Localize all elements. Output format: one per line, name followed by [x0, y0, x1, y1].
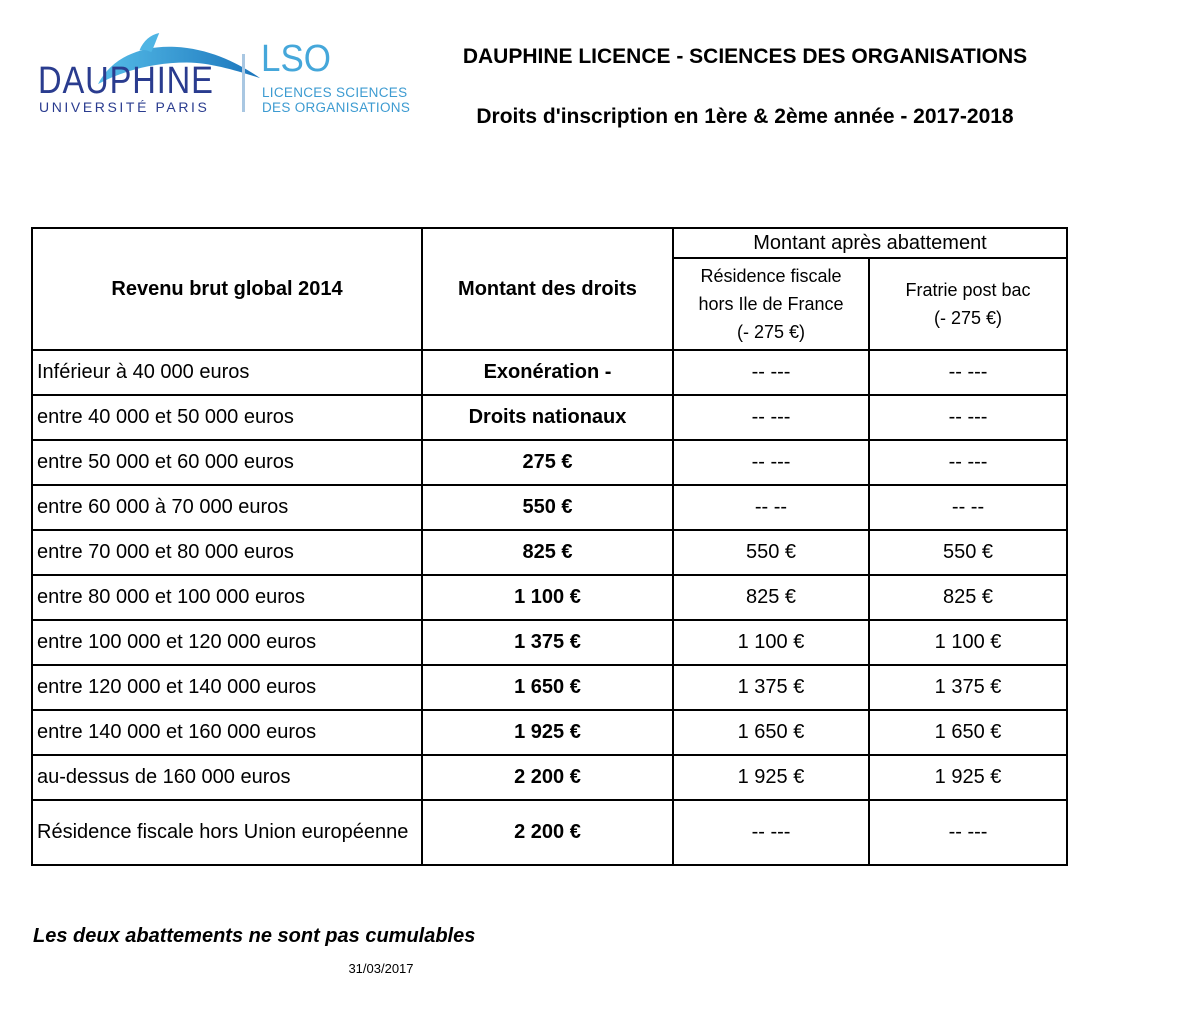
fratrie-cell: 550 € — [869, 530, 1067, 575]
droits-cell: 1 650 € — [422, 665, 673, 710]
header-residence-line3: (- 275 €) — [736, 322, 806, 342]
logo-wordmark: DAUPHINE — [38, 60, 214, 102]
revenu-cell: Inférieur à 40 000 euros — [32, 350, 422, 395]
table-row — [32, 575, 1067, 620]
table-row — [32, 485, 1067, 530]
fratrie-cell: -- --- — [869, 350, 1067, 395]
fratrie-cell: 1 650 € — [869, 710, 1067, 755]
revenu-cell: entre 140 000 et 160 000 euros — [32, 710, 422, 755]
fratrie-cell: 1 100 € — [869, 620, 1067, 665]
revenu-cell: entre 100 000 et 120 000 euros — [32, 620, 422, 665]
fratrie-cell: 1 925 € — [869, 755, 1067, 800]
residence-cell: 1 925 € — [673, 755, 869, 800]
logo-divider — [242, 54, 245, 112]
table-row — [32, 350, 1067, 395]
header-fratrie — [869, 258, 1067, 350]
revenu-cell: entre 40 000 et 50 000 euros — [32, 395, 422, 440]
table-row — [32, 395, 1067, 440]
fratrie-cell: -- -- — [869, 485, 1067, 530]
fratrie-cell: -- --- — [869, 395, 1067, 440]
droits-cell: 1 925 € — [422, 710, 673, 755]
fratrie-cell: -- --- — [869, 800, 1067, 865]
logo-lso-line2: DES ORGANISATIONS — [262, 100, 411, 115]
header-droits: Montant des droits — [422, 228, 673, 350]
header-abattement: Montant après abattement — [673, 228, 1067, 258]
fratrie-cell: 1 375 € — [869, 665, 1067, 710]
table-row — [32, 440, 1067, 485]
document-title: DAUPHINE LICENCE - SCIENCES DES ORGANISATIONS — [462, 45, 1028, 68]
logo-universite-paris: UNIVERSITÉ PARIS — [39, 99, 210, 115]
residence-cell: 1 375 € — [673, 665, 869, 710]
header-fratrie-line2: (- 275 €) — [933, 308, 1003, 328]
droits-cell: Exonération - — [422, 350, 673, 395]
revenu-cell: entre 50 000 et 60 000 euros — [32, 440, 422, 485]
droits-cell: 1 100 € — [422, 575, 673, 620]
residence-cell: 1 650 € — [673, 710, 869, 755]
dauphine-lso-logo — [38, 28, 438, 123]
logo-lso-acronym: LSO — [261, 38, 331, 80]
droits-cell: 275 € — [422, 440, 673, 485]
table-row — [32, 530, 1067, 575]
residence-cell: -- -- — [673, 485, 869, 530]
header-residence-fiscale — [673, 258, 869, 350]
logo-lso-line1: LICENCES SCIENCES — [262, 85, 408, 100]
table-row — [32, 665, 1067, 710]
revenu-cell: entre 80 000 et 100 000 euros — [32, 575, 422, 620]
cumul-note: Les deux abattements ne sont pas cumulables — [33, 925, 476, 947]
residence-cell: -- --- — [673, 350, 869, 395]
droits-cell: 2 200 € — [422, 755, 673, 800]
droits-cell: 2 200 € — [422, 800, 673, 865]
droits-cell: 825 € — [422, 530, 673, 575]
revenu-cell: entre 60 000 à 70 000 euros — [32, 485, 422, 530]
fratrie-cell: 825 € — [869, 575, 1067, 620]
header-residence-line1: Résidence fiscale — [700, 266, 842, 286]
header-residence-line2: hors Ile de France — [698, 294, 844, 314]
revenu-cell: Résidence fiscale hors Union européenne — [32, 800, 422, 865]
droits-cell: Droits nationaux — [422, 395, 673, 440]
droits-cell: 550 € — [422, 485, 673, 530]
residence-cell: -- --- — [673, 440, 869, 485]
header-row-span — [32, 228, 1067, 258]
residence-cell: 1 100 € — [673, 620, 869, 665]
residence-cell: 550 € — [673, 530, 869, 575]
document-date: 31/03/2017 — [348, 961, 414, 976]
residence-cell: 825 € — [673, 575, 869, 620]
droits-cell: 1 375 € — [422, 620, 673, 665]
table-row — [32, 620, 1067, 665]
header-fratrie-line1: Fratrie post bac — [905, 280, 1031, 300]
fratrie-cell: -- --- — [869, 440, 1067, 485]
document-subtitle: Droits d'inscription en 1ère & 2ème année - 2017-2018 — [476, 105, 1014, 128]
table-row — [32, 800, 1067, 865]
header-revenu: Revenu brut global 2014 — [32, 228, 422, 350]
residence-cell: -- --- — [673, 800, 869, 865]
table-row — [32, 710, 1067, 755]
residence-cell: -- --- — [673, 395, 869, 440]
revenu-cell: entre 120 000 et 140 000 euros — [32, 665, 422, 710]
table-row — [32, 755, 1067, 800]
fees-table — [31, 227, 1068, 866]
revenu-cell: au-dessus de 160 000 euros — [32, 755, 422, 800]
revenu-cell: entre 70 000 et 80 000 euros — [32, 530, 422, 575]
